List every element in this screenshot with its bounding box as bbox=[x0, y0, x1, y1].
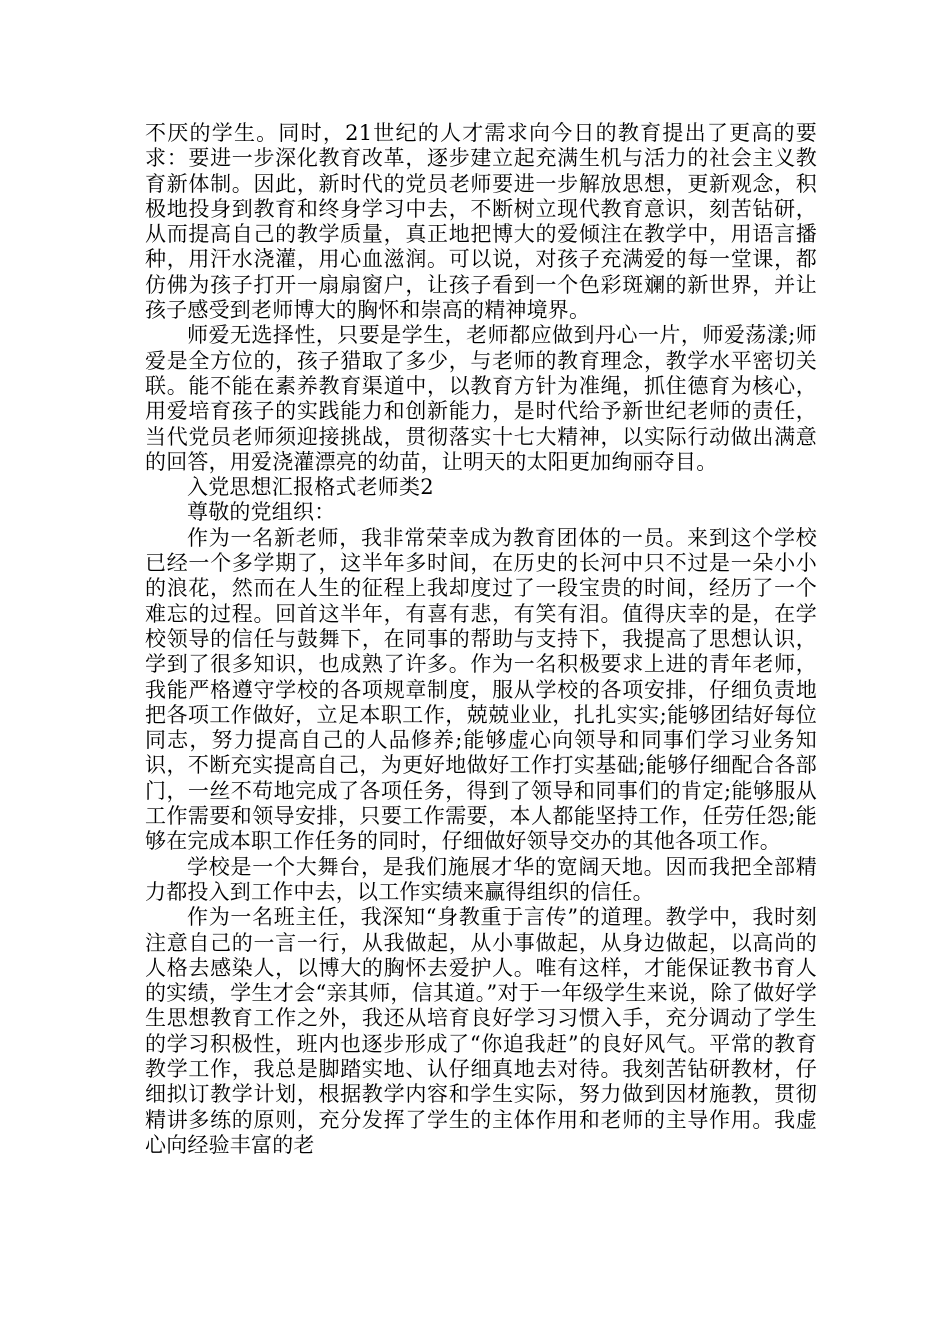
document-page bbox=[145, 121, 817, 1158]
paragraph-6: 学校是一个大舞台，是我们施展才华的宽阔天地。因而我把全部精力都投入到工作中去，以工作实绩来赢得组织的信任。 bbox=[145, 854, 817, 904]
paragraph-7: 作为一名班主任，我深知“身教重于言传”的道理。教学中，我时刻注意自己的一言一行，从我做起，从小事做起，从身边做起，以高尚的人格去感染人，以博大的胸怀去爱护人。唯有这样，才能保证教书育人的实绩，学生才会“亲其师，信其道。”对于一年级学生来说，除了做好学生思想教育工作之外，我还从培育良好学习习惯入手，充分调动了学生的学习积极性，班内也逐步形成了“你追我赶”的良好风气。平常的教育教学工作，我总是脚踏实地、认仔细真地去对待。我刻苦钻研教材，仔细拟订教学计划，根据教学内容和学生实际，努力做到因材施教，贯彻精讲多练的原则，充分发挥了学生的主体作用和老师的主导作用。我虚心向经验丰富的老 bbox=[145, 905, 817, 1157]
section-title: 入党思想汇报格式老师类2 bbox=[187, 475, 434, 500]
paragraph-2: 师爱无选择性，只要是学生，老师都应做到丹心一片，师爱荡漾;师爱是全方位的，孩子猎取了多少，与老师的教育理念，教学水平密切关联。能不能在素养教育渠道中，以教育方针为准绳，抓住德育为核心，用爱培育孩子的实践能力和创新能力，是时代给予新世纪老师的责任，当代党员老师须迎接挑战，贯彻落实十七大精神，以实际行动做出满意的回答，用爱浇灌漂亮的幼苗，让明天的太阳更加绚丽夺目。 bbox=[145, 323, 817, 474]
paragraph-5: 作为一名新老师，我非常荣幸成为教育团体的一员。来到这个学校已经一个多学期了，这半年多时间，在历史的长河中只不过是一朵小小的浪花，然而在人生的征程上我却度过了一段宝贵的时间，经历了一个难忘的过程。回首这半年，有喜有悲，有笑有泪。值得庆幸的是，在学校领导的信任与鼓舞下，在同事的帮助与支持下，我提高了思想认识，学到了很多知识，也成熟了许多。作为一名积极要求上进的青年老师，我能严格遵守学校的各项规章制度，服从学校的各项安排，仔细负责地把各项工作做好，立足本职工作，兢兢业业，扎扎实实;能够团结好每位同志，努力提高自己的人品修养;能够虚心向领导和同事们学习业务知识，不断充实提高自己，为更好地做好工作打实基础;能够仔细配合各部门，一丝不苟地完成了各项任务，得到了领导和同事们的肯定;能够服从工作需要和领导安排，只要工作需要，本人都能坚持工作，任劳任怨;能够在完成本职工作任务的同时，仔细做好领导交办的其他各项工作。 bbox=[145, 525, 817, 854]
paragraph-1: 不厌的学生。同时，21世纪的人才需求向今日的教育提出了更高的要求：要进一步深化教育改革，逐步建立起充满生机与活力的社会主义教育新体制。因此，新时代的党员老师要进一步解放思想，更新观念，积极地投身到教育和终身学习中去，不断树立现代教育意识，刻苦钻研，从而提高自己的教学质量，真正地把博大的爱倾注在教学中，用语言播种，用汗水浇灌，用心血滋润。可以说，对孩子充满爱的每一堂课，都仿佛为孩子打开一扇扇窗户，让孩子看到一个色彩斑斓的新世界，并让孩子感受到老师博大的胸怀和崇高的精神境界。 bbox=[145, 121, 817, 323]
salutation: 尊敬的党组织： bbox=[187, 500, 336, 525]
